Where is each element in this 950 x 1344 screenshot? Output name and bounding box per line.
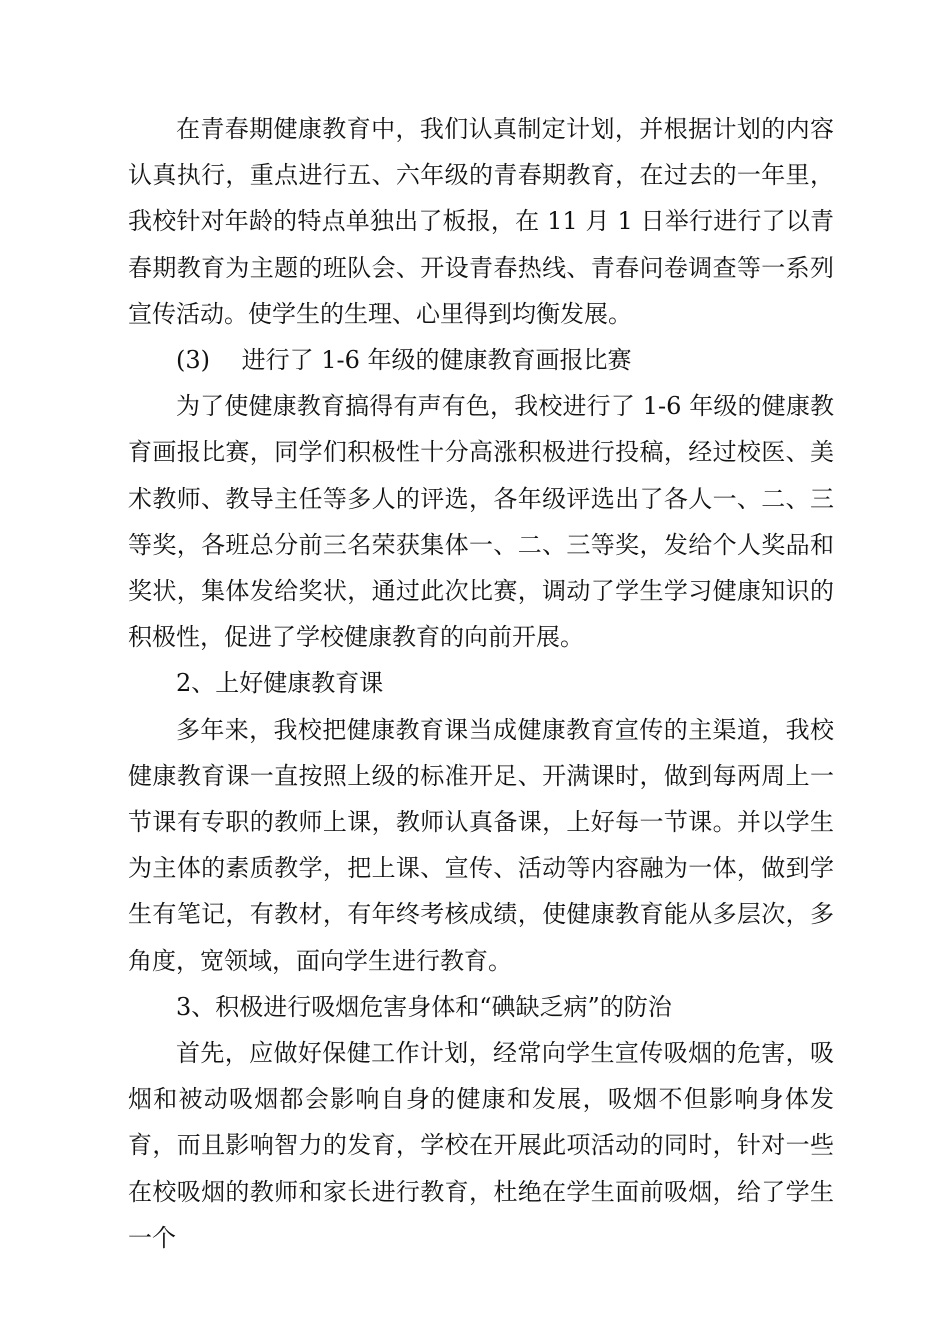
paragraph-smoking-iodine: 首先，应做好保健工作计划，经常向学生宣传吸烟的危害，吸烟和被动吸烟都会影响自身的健康和发展，吸烟不但影响身体发育，而且影响智力的发育，学校在开展此项活动的同时，针对一些在校吸烟的教师和家长进行教育，杜绝在学生面前吸烟，给了学生一个 (128, 1039, 834, 1252)
heading-smoking-iodine: 3、积极进行吸烟危害身体和“碘缺乏病”的防治 (176, 992, 672, 1021)
heading-poster-competition: (3) 进行了 1-6 年级的健康教育画报比赛 (176, 346, 632, 375)
heading-health-class: 2、上好健康教育课 (176, 669, 384, 698)
paragraph-poster-competition: 为了使健康教育搞得有声有色，我校进行了 1-6 年级的健康教育画报比赛，同学们积极性十分高涨积极进行投稿，经过校医、美术教师、教导主任等多人的评选，各年级评选出了各人一、二、三等奖，各班总分前三名荣获集体一、二、三等奖，发给个人奖品和奖状，集体发给奖状，通过此次比赛，调动了学生学习健康知识的积极性，促进了学校健康教育的向前开展。 (128, 392, 834, 652)
paragraph-puberty-education: 在青春期健康教育中，我们认真制定计划，并根据计划的内容认真执行，重点进行五、六年级的青春期教育，在过去的一年里，我校针对年龄的特点单独出了板报，在 11 月 1 日举行进行了以青春期教育为主题的班队会、开设青春热线、青春问卷调查等一系列宣传活动。使学生的生理、心里得到均衡发展。 (128, 115, 834, 328)
document-body (128, 106, 834, 1261)
paragraph-health-class: 多年来，我校把健康教育课当成健康教育宣传的主渠道，我校健康教育课一直按照上级的标准开足、开满课时，做到每两周上一节课有专职的教师上课，教师认真备课，上好每一节课。并以学生为主体的素质教学，把上课、宣传、活动等内容融为一体，做到学生有笔记，有教材，有年终考核成绩，使健康教育能从多层次，多角度，宽领域，面向学生进行教育。 (128, 715, 834, 975)
